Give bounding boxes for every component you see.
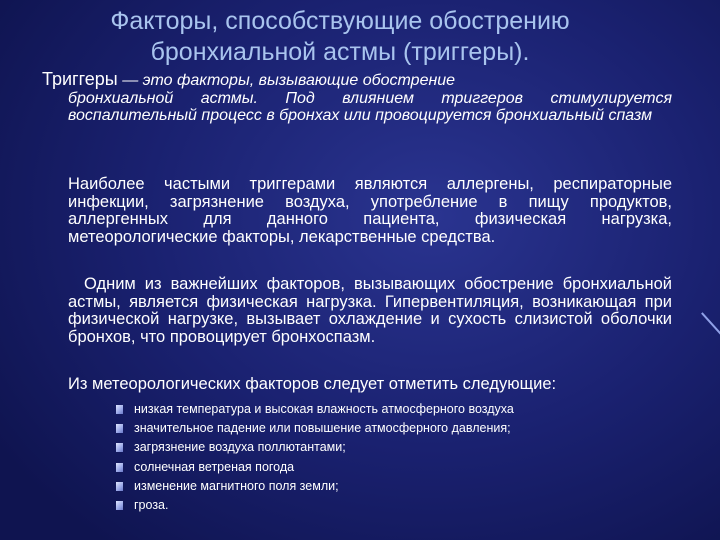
paragraph-physical-load: Одним из важнейших факторов, вызывающих обострение бронхиальной астмы, является физическая нагрузка. Гипервентиляция, возникающая при физической нагрузке, вызывает охлаждение и сухость слизистой оболочки бронхов, что провоцирует бронхоспазм. [68,275,672,346]
square-bullet-icon [116,501,123,510]
list-item-text: солнечная ветреная погода [134,459,295,474]
list-item-text: низкая температура и высокая влажность атмосферного воздуха [134,402,514,416]
list-item [116,496,676,515]
square-bullet-icon [116,463,123,472]
list-item [116,477,676,496]
square-bullet-icon [116,424,123,433]
paragraph-weather-intro: Из метеорологических факторов следует отметить следующие: [68,375,557,393]
list-item [116,400,676,419]
definition-term: Триггеры [42,69,118,89]
decorative-line [701,312,720,335]
title-line-2: бронхиальной астмы (триггеры). [150,38,530,66]
list-item-text: значительное падение или повышение атмосферного давления; [134,421,511,436]
weather-factors-list [116,400,676,515]
title-line-1: Факторы, способствующие обострению [110,7,570,35]
definition-paragraph [42,71,672,125]
list-item [116,419,676,438]
slide-title [0,6,680,68]
square-bullet-icon [116,482,123,491]
list-item-text: изменение магнитного поля земли; [134,478,339,493]
paragraph-triggers: Наиболее частыми триггерами являются аллергены, респираторные инфекции, загрязнение воздуха, употребление в пищу продуктов, аллергенных для данного пациента, физическая нагрузка, метеорологические факторы, лекарственные средства. [68,175,672,246]
definition-first-line: — это факторы, вызывающие обострение [117,72,456,89]
square-bullet-icon [116,405,123,414]
definition-body: бронхиальной астмы. Под влиянием триггеров стимулируется воспалительный процесс в бронхах или провоцируется бронхиальный спазм [68,89,672,124]
list-item-text: загрязнение воздуха поллютантами; [134,440,346,455]
list-item [116,458,676,477]
list-item-text: гроза. [134,498,169,513]
square-bullet-icon [116,443,123,452]
list-item [116,438,676,457]
